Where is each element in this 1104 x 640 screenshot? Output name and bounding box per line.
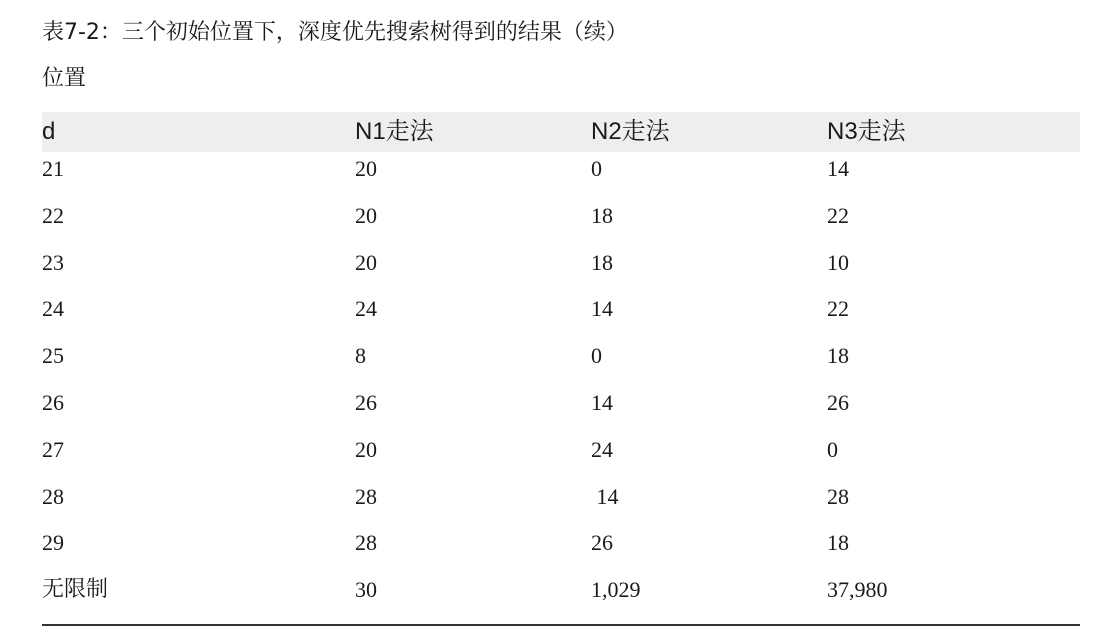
cell-d: 27 — [42, 436, 64, 462]
cell-n2: 0 — [591, 343, 602, 369]
cell-n1: 20 — [355, 249, 377, 275]
cell-n1: 26 — [355, 389, 377, 415]
table-subcaption: 位置 — [42, 66, 87, 91]
table-caption: 表7-2：三个初始位置下，深度优先搜索树得到的结果（续） — [42, 20, 628, 45]
cell-n3: 22 — [827, 296, 849, 322]
cell-d: 23 — [42, 249, 64, 275]
cell-n1: 20 — [355, 436, 377, 462]
cell-d: 28 — [42, 483, 64, 509]
cell-n2: 14 — [591, 296, 613, 322]
cell-n1: 28 — [355, 530, 377, 556]
table-row — [42, 246, 1080, 293]
cell-d: 无限制 — [42, 577, 109, 603]
cell-n2: 18 — [591, 249, 613, 275]
table-bottom-rule — [42, 624, 1080, 626]
cell-d: 25 — [42, 343, 64, 369]
cell-n3: 14 — [827, 156, 849, 181]
cell-n2: 1,029 — [591, 577, 641, 603]
header-n3: N3走法 — [827, 118, 906, 145]
cell-n3: 26 — [827, 389, 849, 415]
cell-d: 26 — [42, 389, 64, 415]
cell-n3: 10 — [827, 249, 849, 275]
table-row — [42, 152, 1080, 199]
cell-n1: 24 — [355, 296, 377, 322]
table-row — [42, 526, 1080, 573]
table-row — [42, 433, 1080, 480]
cell-d: 29 — [42, 530, 64, 556]
cell-d: 21 — [42, 156, 64, 181]
table-row — [42, 386, 1080, 433]
table-header-row — [42, 112, 1080, 152]
cell-n3: 28 — [827, 483, 849, 509]
cell-n1: 20 — [355, 156, 377, 181]
header-d: d — [42, 118, 56, 145]
cell-d: 22 — [42, 202, 64, 228]
cell-n2: 0 — [591, 156, 602, 181]
cell-n1: 30 — [355, 577, 377, 603]
cell-n2: 26 — [591, 530, 613, 556]
table-row — [42, 480, 1080, 527]
results-table — [42, 112, 1080, 620]
cell-n3: 18 — [827, 343, 849, 369]
table-row — [42, 573, 1080, 620]
cell-n2: 14 — [591, 483, 619, 509]
cell-n3: 0 — [827, 436, 838, 462]
cell-n3: 18 — [827, 530, 849, 556]
cell-n2: 24 — [591, 436, 613, 462]
header-n1: N1走法 — [355, 118, 434, 145]
cell-n3: 22 — [827, 202, 849, 228]
header-n2: N2走法 — [591, 118, 670, 145]
cell-n2: 14 — [591, 389, 613, 415]
cell-n1: 28 — [355, 483, 377, 509]
cell-n1: 20 — [355, 202, 377, 228]
cell-n3: 37,980 — [827, 577, 888, 603]
table-row — [42, 339, 1080, 386]
table-row — [42, 292, 1080, 339]
table-row — [42, 199, 1080, 246]
cell-n1: 8 — [355, 343, 366, 369]
cell-n2: 18 — [591, 202, 613, 228]
cell-d: 24 — [42, 296, 64, 322]
